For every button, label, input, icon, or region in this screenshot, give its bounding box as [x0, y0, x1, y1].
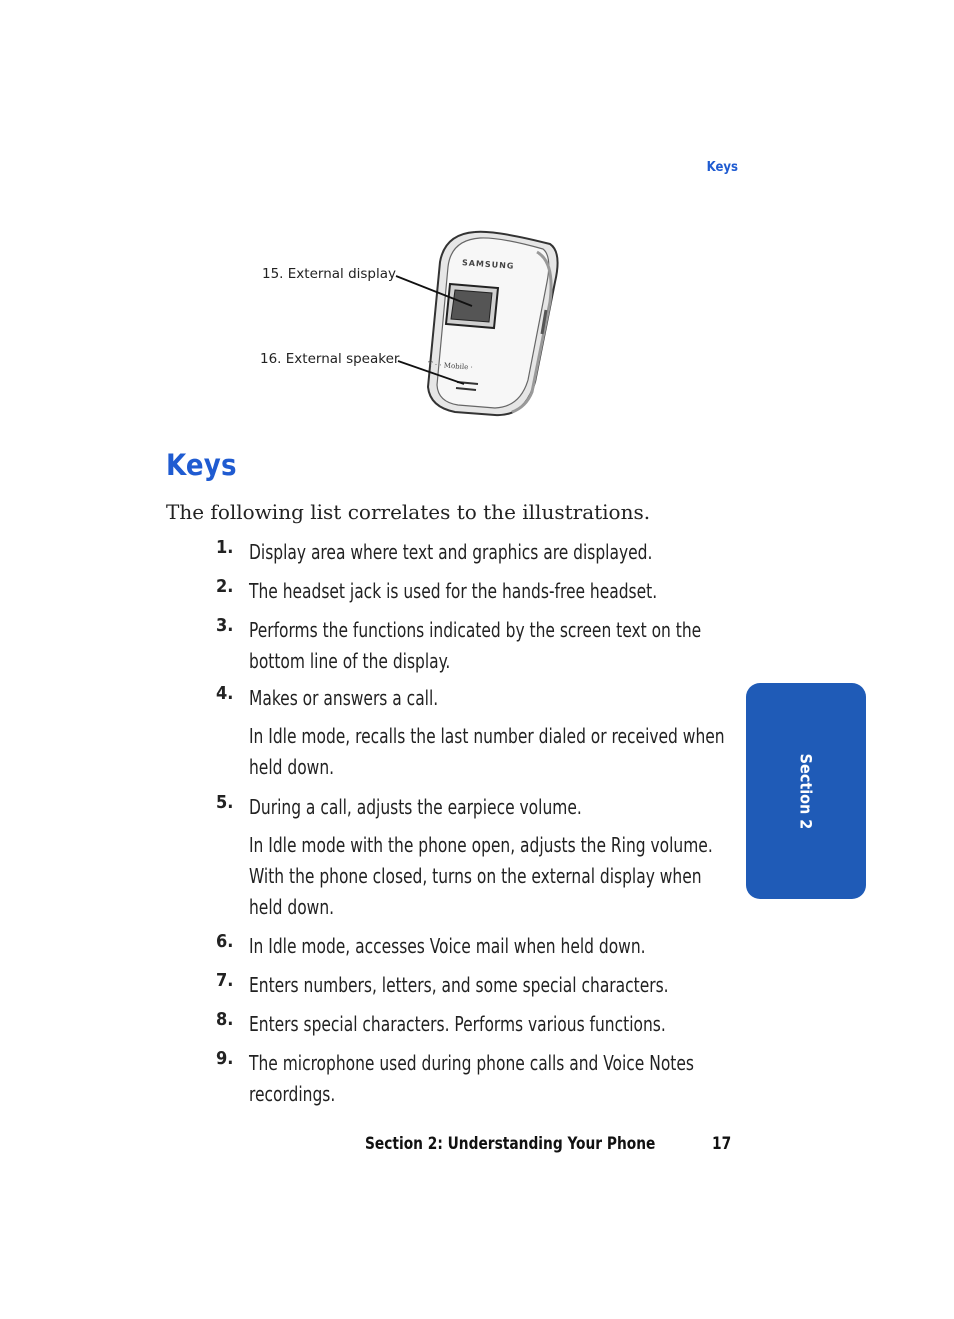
item-text: The microphone used during phone calls and Voice Notes recordings.: [249, 1051, 694, 1106]
item-text: The headset jack is used for the hands-free headset.: [249, 579, 658, 603]
item-text: In Idle mode, accesses Voice mail when held down.: [249, 934, 646, 958]
item-number: 2.: [216, 576, 234, 597]
footer-page-number: 17: [712, 1134, 732, 1154]
callout-line-speaker: [398, 361, 464, 384]
item-extra-text: In Idle mode, recalls the last number dialed or received when held down.: [249, 724, 725, 779]
section-tab-label-wrap: [792, 749, 820, 833]
item-number: 4.: [216, 683, 234, 704]
footer-section-title: Section 2: Understanding Your Phone: [365, 1134, 656, 1154]
item-text: Enters special characters. Performs various functions.: [249, 1012, 666, 1036]
phone-carrier-text: T · · Mobile ·: [427, 360, 473, 372]
section-tab: [746, 683, 866, 899]
page-heading: Keys: [166, 448, 237, 482]
item-number: 5.: [216, 792, 234, 813]
item-number: 8.: [216, 1009, 234, 1030]
item-number: 3.: [216, 615, 234, 636]
section-tab-label: Section 2: [796, 753, 816, 829]
item-text: During a call, adjusts the earpiece volume.: [249, 795, 582, 819]
callout-line-display: [396, 276, 472, 306]
item-number: 7.: [216, 970, 234, 991]
item-text: Performs the functions indicated by the screen text on the bottom line of the display.: [249, 618, 702, 673]
item-number: 9.: [216, 1048, 234, 1069]
item-number: 1.: [216, 537, 234, 558]
item-text: Makes or answers a call.: [249, 686, 439, 710]
item-text: Display area where text and graphics are displayed.: [249, 540, 653, 564]
callout-external-speaker: 16. External speaker: [260, 351, 400, 367]
item-number: 6.: [216, 931, 234, 952]
running-head: Keys: [706, 160, 738, 175]
callout-external-display: 15. External display: [262, 266, 396, 282]
callout-lines: [250, 222, 580, 427]
intro-paragraph: The following list correlates to the illustrations.: [166, 500, 651, 524]
phone-brand-text: SAMSUNG: [461, 258, 515, 271]
phone-illustration: [250, 222, 580, 427]
item-text: Enters numbers, letters, and some special characters.: [249, 973, 669, 997]
item-extra-text: In Idle mode with the phone open, adjusts the Ring volume. With the phone closed, turns on the external display when held down.: [249, 833, 713, 919]
